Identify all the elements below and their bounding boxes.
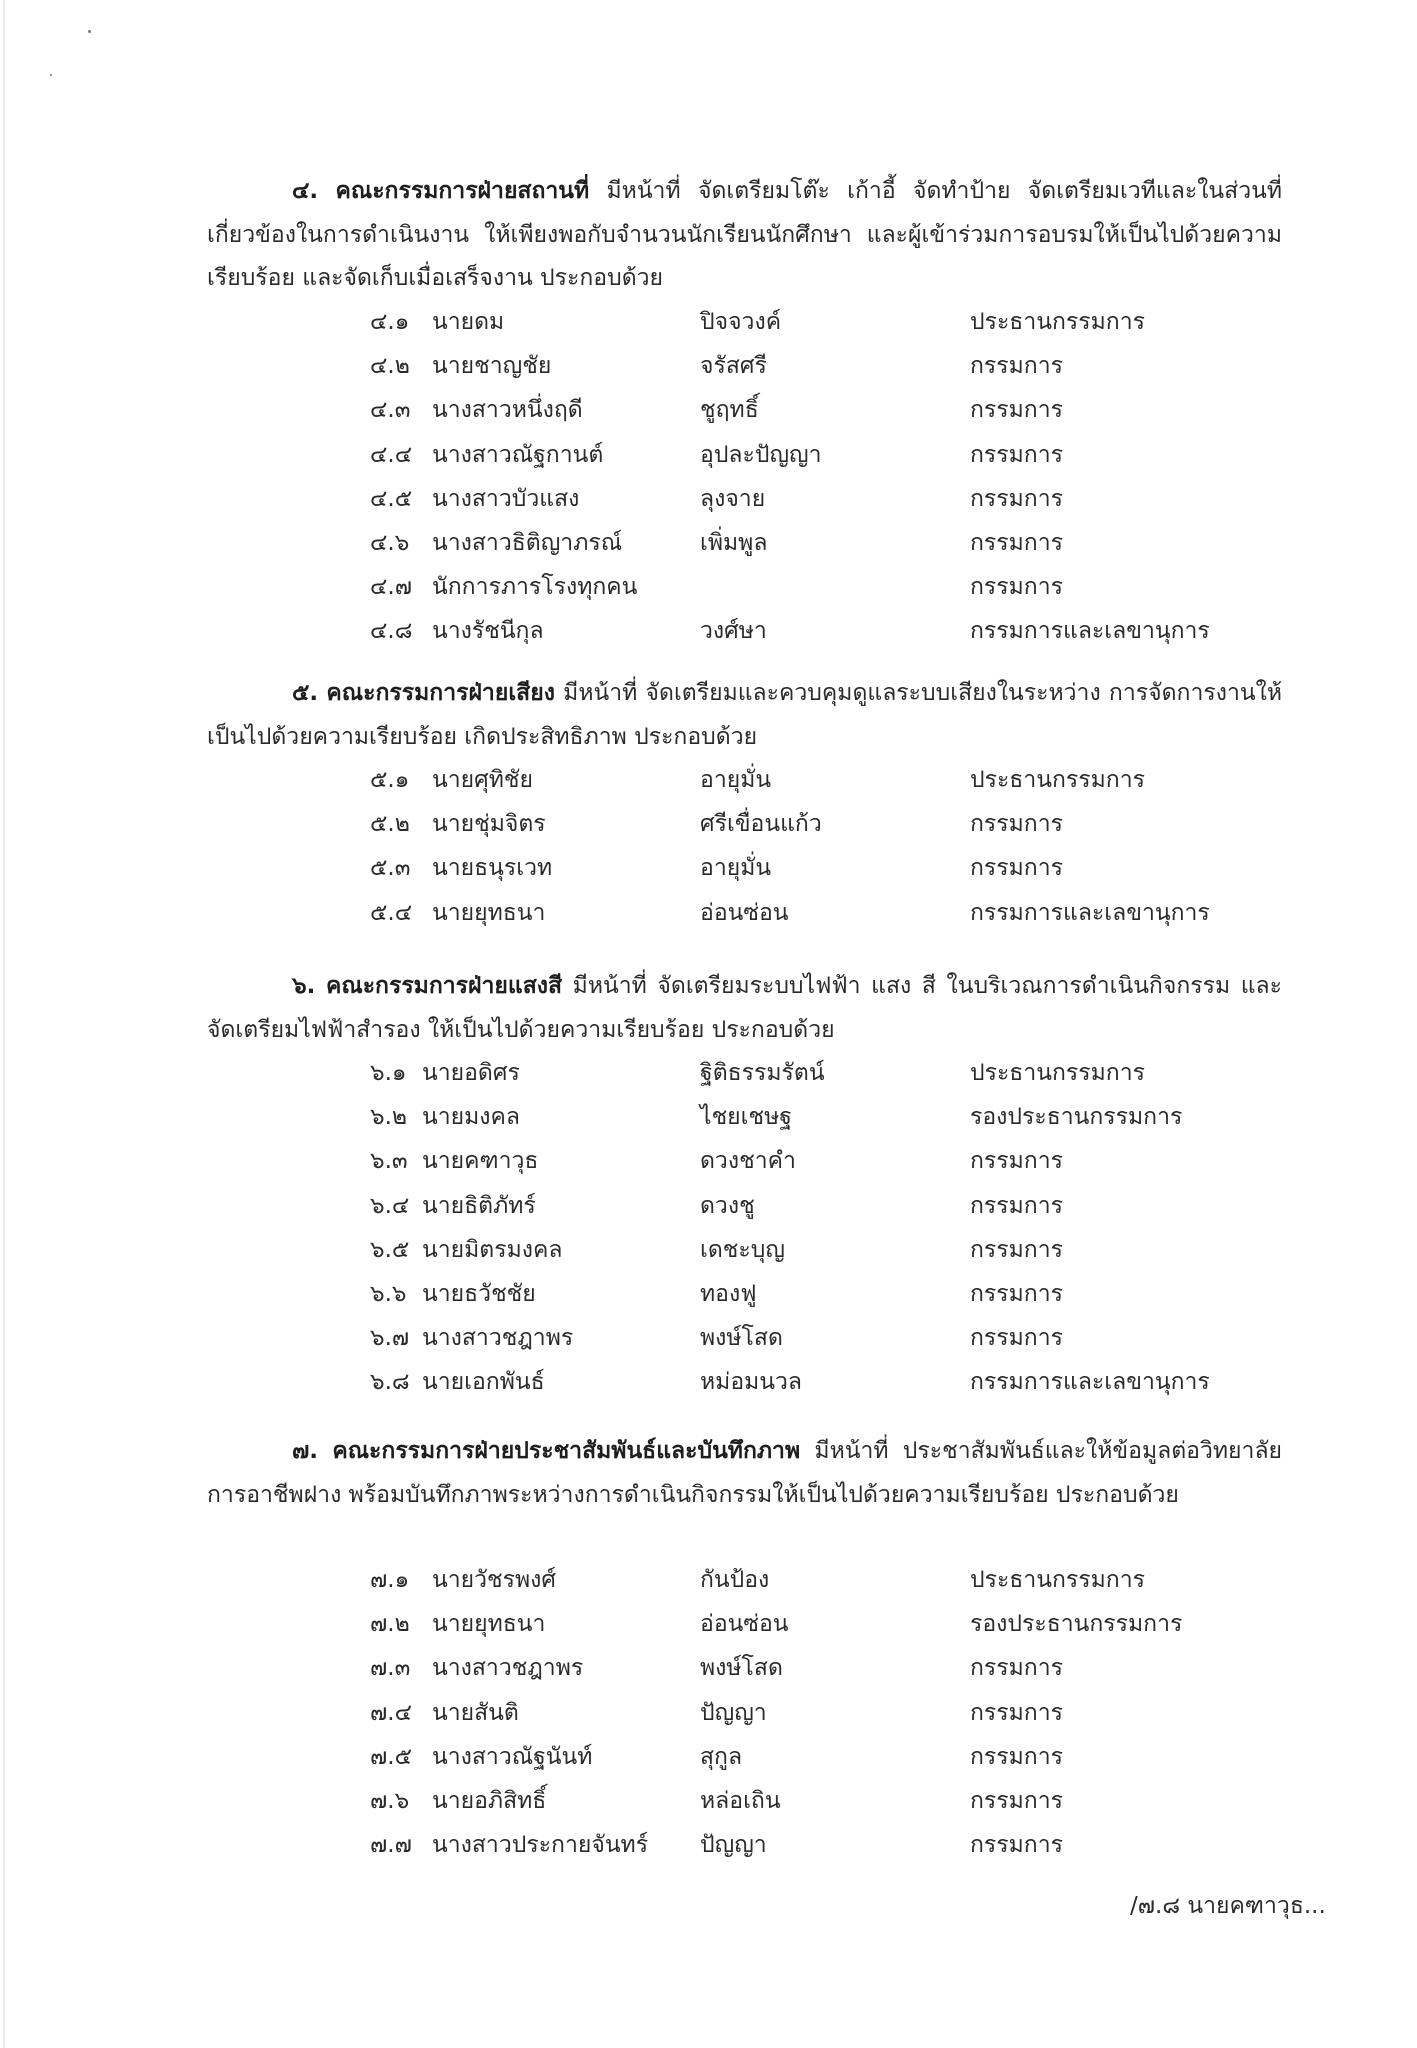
member-role: กรรมการ bbox=[970, 353, 1063, 380]
member-surname: ลุงจาย bbox=[700, 485, 766, 512]
member-row bbox=[0, 1558, 1417, 1602]
scan-speck bbox=[88, 30, 91, 33]
member-name: นางสาวชฎาพร bbox=[432, 1655, 584, 1682]
member-role: ประธานกรรมการ bbox=[970, 767, 1145, 793]
section-description: มีหน้าที่ จัดเตรียมและควบคุมดูแลระบบเสียงในระหว่าง การจัดการงานให้เป็นไปด้วยความเรียบร้อย เกิดประสิทธิภาพ ประกอบด้วย bbox=[207, 680, 1282, 750]
member-surname: อายุมั่น bbox=[700, 767, 772, 793]
member-row bbox=[0, 521, 1417, 565]
member-name: นายมิตรมงคล bbox=[422, 1236, 563, 1263]
section-6-paragraph bbox=[207, 965, 1282, 1052]
member-number: ๔.๔ bbox=[370, 441, 413, 468]
member-name: นายดม bbox=[432, 309, 505, 335]
member-surname: สุกูล bbox=[700, 1743, 743, 1770]
member-row bbox=[0, 1095, 1417, 1139]
member-role: กรรมการ bbox=[970, 1325, 1063, 1352]
member-role: รองประธานกรรมการ bbox=[970, 1611, 1183, 1638]
member-name: นายธนุรเวท bbox=[432, 855, 553, 882]
member-row bbox=[0, 1184, 1417, 1228]
member-name: นางสาวณัฐนันท์ bbox=[432, 1743, 593, 1770]
section-number: ๔. bbox=[292, 178, 319, 204]
member-name: นางรัชนีกุล bbox=[432, 618, 544, 645]
member-number: ๖.๘ bbox=[370, 1369, 410, 1396]
member-surname: ปัญญา bbox=[700, 1832, 767, 1859]
member-number: ๔.๑ bbox=[370, 309, 410, 335]
member-role: กรรมการ bbox=[970, 485, 1063, 512]
member-name: นายเอกพันธ์ bbox=[422, 1369, 545, 1396]
member-row bbox=[0, 1316, 1417, 1360]
member-role: กรรมการและเลขานุการ bbox=[970, 899, 1210, 926]
member-role: กรรมการ bbox=[970, 397, 1063, 424]
member-row bbox=[0, 1228, 1417, 1272]
member-number: ๖.๖ bbox=[370, 1281, 407, 1307]
member-surname: วงศ์ษา bbox=[700, 618, 767, 645]
member-row bbox=[0, 1823, 1417, 1867]
member-name: นายชาญชัย bbox=[432, 353, 552, 380]
member-role: กรรมการ bbox=[970, 855, 1063, 882]
member-name: นางสาวชฎาพร bbox=[422, 1325, 574, 1352]
member-name: นางสาวบัวแสง bbox=[432, 485, 580, 512]
member-surname: กันป้อง bbox=[700, 1567, 770, 1593]
member-name: นายคฑาวุธ bbox=[422, 1148, 539, 1175]
member-role: กรรมการ bbox=[970, 441, 1063, 468]
member-name: นางสาวหนึ่งฤดี bbox=[432, 397, 583, 424]
section-4-paragraph bbox=[207, 170, 1282, 301]
member-number: ๔.๖ bbox=[370, 530, 410, 556]
section-title: คณะกรรมการฝ่ายสถานที่ bbox=[335, 178, 590, 204]
member-number: ๖.๗ bbox=[370, 1325, 410, 1352]
member-role: ประธานกรรมการ bbox=[970, 1567, 1145, 1593]
member-row bbox=[0, 388, 1417, 432]
section-description: มีหน้าที่ จัดเตรียมโต๊ะ เก้าอี้ จัดทำป้าย จัดเตรียมเวทีและในส่วนที่เกี่ยวข้องในการดำเนินงาน ให้เพียงพอกับจำนวนนักเรียนนักศึกษา และผู้เข้าร่วมการอบรมให้เป็นไปด้วยความเรียบร้อย และจัดเก็บเมื่อเสร็จงาน ประกอบด้วย bbox=[207, 178, 1282, 291]
member-row bbox=[0, 300, 1417, 344]
member-row bbox=[0, 477, 1417, 521]
section-title: คณะกรรมการฝ่ายแสงสี bbox=[325, 973, 563, 999]
member-role: กรรมการ bbox=[970, 1236, 1063, 1263]
member-surname: พงษ์โสด bbox=[700, 1655, 783, 1682]
member-number: ๕.๓ bbox=[370, 855, 411, 882]
member-row bbox=[0, 1272, 1417, 1316]
member-name: นายมงคล bbox=[422, 1104, 520, 1131]
member-number: ๗.๑ bbox=[370, 1567, 410, 1593]
member-surname: เพิ่มพูล bbox=[700, 530, 768, 556]
section-5-paragraph bbox=[207, 672, 1282, 759]
member-row bbox=[0, 1735, 1417, 1779]
member-surname: ฐิติธรรมรัตน์ bbox=[700, 1060, 825, 1086]
member-number: ๗.๒ bbox=[370, 1611, 410, 1638]
member-surname: ปัญญา bbox=[700, 1699, 767, 1726]
member-role: ประธานกรรมการ bbox=[970, 309, 1145, 335]
member-number: ๗.๗ bbox=[370, 1832, 412, 1859]
member-surname: ศรีเขื่อนแก้ว bbox=[700, 811, 822, 838]
member-name: นางสาวประกายจันทร์ bbox=[432, 1832, 649, 1859]
member-role: กรรมการ bbox=[970, 1655, 1063, 1682]
member-number: ๕.๑ bbox=[370, 767, 410, 793]
member-surname: หล่อเถิน bbox=[700, 1788, 781, 1814]
member-role: กรรมการและเลขานุการ bbox=[970, 618, 1210, 645]
member-name: นายสันติ bbox=[432, 1699, 519, 1726]
member-role: กรรมการ bbox=[970, 1788, 1063, 1814]
member-number: ๖.๑ bbox=[370, 1060, 407, 1086]
member-surname: ดวงชู bbox=[700, 1192, 755, 1219]
member-surname: อ่อนซ่อน bbox=[700, 1611, 789, 1638]
member-row bbox=[0, 1779, 1417, 1823]
member-row bbox=[0, 1691, 1417, 1735]
member-row bbox=[0, 1360, 1417, 1404]
member-row bbox=[0, 344, 1417, 388]
member-name: นายชุ่มจิตร bbox=[432, 811, 546, 838]
member-name: นักการภารโรงทุกคน bbox=[432, 574, 638, 601]
scan-speck bbox=[50, 74, 52, 76]
member-role: กรรมการ bbox=[970, 1699, 1063, 1726]
member-role: ประธานกรรมการ bbox=[970, 1060, 1145, 1086]
section-title: คณะกรรมการฝ่ายประชาสัมพันธ์และบันทึกภาพ bbox=[332, 1438, 801, 1464]
member-name: นายศุทิชัย bbox=[432, 767, 533, 793]
section-number: ๗. bbox=[292, 1438, 319, 1464]
page-continuation: /๗.๘ นายคฑาวุธ... bbox=[1130, 1893, 1326, 1919]
member-number: ๔.๗ bbox=[370, 574, 413, 601]
member-number: ๗.๔ bbox=[370, 1699, 413, 1726]
section-7-paragraph bbox=[207, 1430, 1282, 1517]
member-row bbox=[0, 565, 1417, 609]
member-number: ๗.๕ bbox=[370, 1743, 413, 1770]
member-name: นายอภิสิทธิ์ bbox=[432, 1788, 547, 1814]
member-role: กรรมการ bbox=[970, 1832, 1063, 1859]
member-number: ๔.๓ bbox=[370, 397, 411, 424]
member-role: กรรมการและเลขานุการ bbox=[970, 1369, 1210, 1396]
member-number: ๗.๓ bbox=[370, 1655, 411, 1682]
section-description: มีหน้าที่ จัดเตรียมระบบไฟฟ้า แสง สี ในบริเวณการดำเนินกิจกรรม และจัดเตรียมไฟฟ้าสำรอง ให้เป็นไปด้วยความเรียบร้อย ประกอบด้วย bbox=[207, 973, 1283, 1043]
member-row bbox=[0, 1139, 1417, 1183]
member-name: นายธวัชชัย bbox=[422, 1281, 536, 1307]
member-surname: อายุมั่น bbox=[700, 855, 772, 882]
member-name: นายวัชรพงศ์ bbox=[432, 1567, 556, 1593]
member-number: ๖.๕ bbox=[370, 1236, 410, 1263]
member-row bbox=[0, 802, 1417, 846]
member-role: กรรมการ bbox=[970, 1281, 1063, 1307]
member-row bbox=[0, 1646, 1417, 1690]
member-name: นางสาวณัฐกานต์ bbox=[432, 441, 604, 468]
member-row bbox=[0, 891, 1417, 935]
section-title: คณะกรรมการฝ่ายเสียง bbox=[326, 680, 555, 706]
member-row bbox=[0, 1602, 1417, 1646]
member-surname: พงษ์โสด bbox=[700, 1325, 783, 1352]
member-number: ๕.๒ bbox=[370, 811, 410, 838]
member-surname: อุปละปัญญา bbox=[700, 441, 822, 468]
section-number: ๕. bbox=[292, 680, 319, 706]
member-role: กรรมการ bbox=[970, 530, 1063, 556]
member-surname: ชูฤทธิ์ bbox=[700, 397, 759, 424]
member-role: กรรมการ bbox=[970, 1743, 1063, 1770]
section-number: ๖. bbox=[292, 973, 316, 999]
member-name: นายยุทธนา bbox=[432, 899, 546, 926]
member-role: กรรมการ bbox=[970, 1148, 1063, 1175]
member-surname: ทองฟู bbox=[700, 1281, 757, 1307]
member-number: ๖.๒ bbox=[370, 1104, 408, 1131]
member-number: ๔.๒ bbox=[370, 353, 410, 380]
member-number: ๔.๕ bbox=[370, 485, 413, 512]
member-row bbox=[0, 758, 1417, 802]
member-name: นายยุทธนา bbox=[432, 1611, 546, 1638]
member-number: ๖.๓ bbox=[370, 1148, 408, 1175]
member-role: กรรมการ bbox=[970, 1192, 1063, 1219]
section-description: มีหน้าที่ ประชาสัมพันธ์และให้ข้อมูลต่อวิทยาลัยการอาชีพฝาง พร้อมบันทึกภาพระหว่างการดำเนินกิจกรรมให้เป็นไปด้วยความเรียบร้อย ประกอบด้วย bbox=[207, 1438, 1283, 1508]
member-row bbox=[0, 846, 1417, 890]
member-surname: ปิจจวงค์ bbox=[700, 309, 782, 335]
member-surname: เดชะบุญ bbox=[700, 1236, 785, 1263]
member-surname: ไชยเชษฐ bbox=[700, 1104, 792, 1131]
member-name: นายอดิศร bbox=[422, 1060, 520, 1086]
member-number: ๔.๘ bbox=[370, 618, 413, 645]
member-row bbox=[0, 609, 1417, 653]
member-surname: หม่อมนวล bbox=[700, 1369, 803, 1396]
member-role: กรรมการ bbox=[970, 574, 1063, 601]
member-name: นายธิติภัทร์ bbox=[422, 1192, 536, 1219]
member-row bbox=[0, 433, 1417, 477]
member-role: กรรมการ bbox=[970, 811, 1063, 838]
member-name: นางสาวธิติญาภรณ์ bbox=[432, 530, 623, 556]
member-number: ๗.๖ bbox=[370, 1788, 410, 1814]
member-surname: จรัสศรี bbox=[700, 353, 767, 380]
member-row bbox=[0, 1051, 1417, 1095]
member-surname: ดวงชาคำ bbox=[700, 1148, 796, 1175]
member-number: ๕.๔ bbox=[370, 899, 413, 926]
member-role: รองประธานกรรมการ bbox=[970, 1104, 1183, 1131]
member-number: ๖.๔ bbox=[370, 1192, 410, 1219]
member-surname: อ่อนซ่อน bbox=[700, 899, 789, 926]
